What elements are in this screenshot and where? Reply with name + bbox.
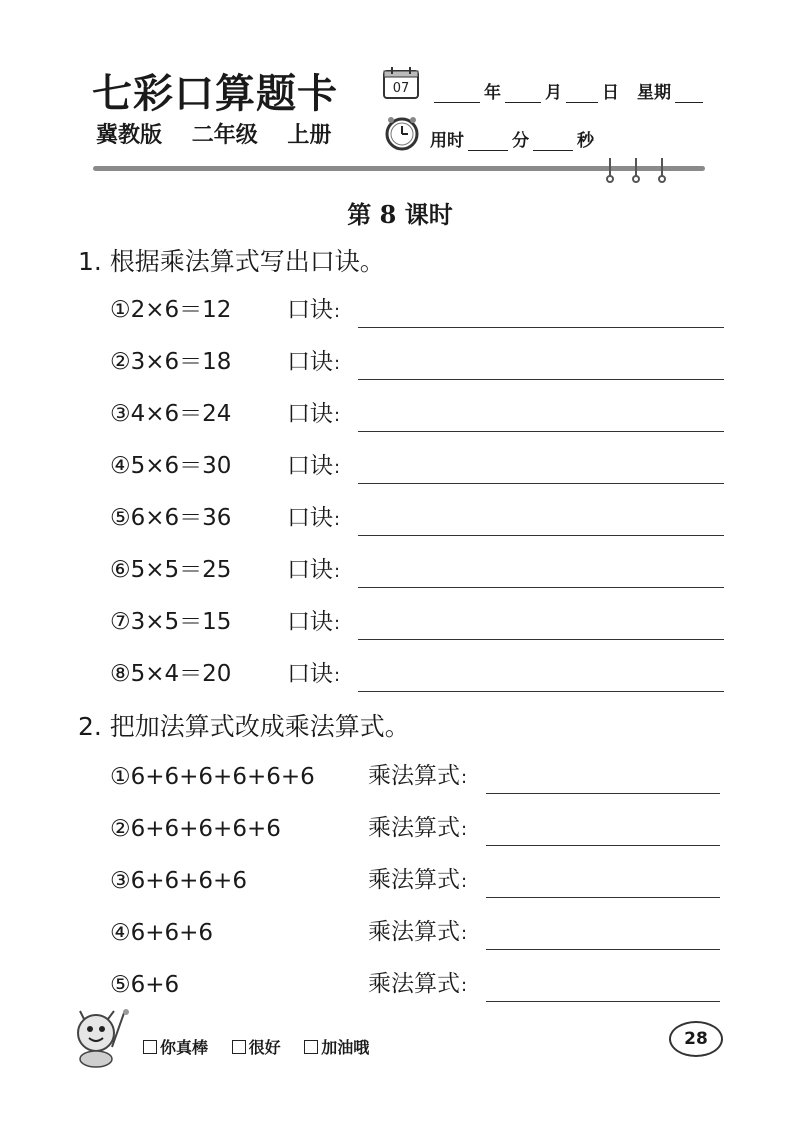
- s1-answer-label: 口诀:: [287, 609, 341, 635]
- s2-expression: ①6+6+6+6+6+6: [110, 764, 315, 790]
- s1-answer-label: 口诀:: [287, 349, 341, 375]
- s1-answer-label: 口诀:: [287, 297, 341, 323]
- s2-answer-line[interactable]: [486, 949, 720, 950]
- rating-option-good[interactable]: 很好: [232, 1035, 281, 1058]
- s1-row-7: [110, 604, 730, 640]
- month-blank[interactable]: [505, 84, 541, 103]
- day-label: 日: [602, 83, 619, 103]
- edition-info: [96, 118, 353, 149]
- s2-expression: ④6+6+6: [110, 920, 214, 946]
- mascot-icon: [68, 1007, 134, 1069]
- edition-grade: 二年级: [191, 123, 258, 148]
- edition-publisher: 冀教版: [96, 123, 163, 148]
- calendar-day: 07: [392, 81, 410, 96]
- day-blank[interactable]: [566, 84, 598, 103]
- s1-answer-line[interactable]: [358, 431, 724, 432]
- s2-answer-line[interactable]: [486, 897, 720, 898]
- s1-answer-label: 口诀:: [287, 557, 341, 583]
- s2-expression: ③6+6+6+6: [110, 868, 247, 894]
- s1-answer-line[interactable]: [358, 587, 724, 588]
- second-label: 秒: [577, 131, 594, 151]
- s2-answer-line[interactable]: [486, 793, 720, 794]
- s2-answer-line[interactable]: [486, 845, 720, 846]
- s1-row-5: [110, 500, 730, 536]
- s2-row-4: [110, 914, 730, 950]
- s1-expression: ⑤6×6＝36: [110, 505, 232, 531]
- s2-answer-label: 乘法算式:: [368, 919, 468, 945]
- s1-row-1: [110, 292, 730, 328]
- s1-answer-label: 口诀:: [287, 505, 341, 531]
- s1-expression: ④5×6＝30: [110, 453, 232, 479]
- clock-icon: [383, 114, 421, 152]
- section-2-title: 2. 把加法算式改成乘法算式。: [78, 712, 410, 741]
- s1-row-2: [110, 344, 730, 380]
- year-blank[interactable]: [434, 84, 480, 103]
- s2-answer-label: 乘法算式:: [368, 763, 468, 789]
- month-label: 月: [545, 83, 562, 103]
- s1-row-4: [110, 448, 730, 484]
- s2-answer-label: 乘法算式:: [368, 867, 468, 893]
- s1-expression: ②3×6＝18: [110, 349, 232, 375]
- self-rating-options: [143, 1035, 387, 1058]
- time-used-label: 用时: [430, 131, 464, 151]
- s1-answer-line[interactable]: [358, 691, 724, 692]
- rating-checkbox[interactable]: [232, 1040, 246, 1054]
- s1-expression: ③4×6＝24: [110, 401, 232, 427]
- s2-answer-label: 乘法算式:: [368, 971, 468, 997]
- lesson-title: 第 8 课时: [347, 200, 453, 229]
- weekday-label: 星期: [637, 83, 671, 103]
- edition-volume: 上册: [287, 123, 332, 148]
- brand-title: 七彩口算题卡: [92, 71, 338, 117]
- second-blank[interactable]: [533, 132, 573, 151]
- s1-row-3: [110, 396, 730, 432]
- s2-row-3: [110, 862, 730, 898]
- s2-row-1: [110, 758, 730, 794]
- s1-expression: ⑥5×5＝25: [110, 557, 232, 583]
- s1-answer-line[interactable]: [358, 379, 724, 380]
- rating-option-great[interactable]: 你真棒: [143, 1035, 208, 1058]
- rating-checkbox[interactable]: [143, 1040, 157, 1054]
- s1-expression: ⑧5×4＝20: [110, 661, 232, 687]
- time-fill-row: [430, 126, 594, 151]
- s2-expression: ⑤6+6: [110, 972, 180, 998]
- s2-expression: ②6+6+6+6+6: [110, 816, 281, 842]
- s1-expression: ①2×6＝12: [110, 297, 232, 323]
- s1-answer-label: 口诀:: [287, 401, 341, 427]
- s2-answer-line[interactable]: [486, 1001, 720, 1002]
- section-1-title: 1. 根据乘法算式写出口诀。: [78, 247, 385, 276]
- s2-row-5: [110, 966, 730, 1002]
- s1-answer-label: 口诀:: [287, 661, 341, 687]
- binder-rings-icon: [602, 156, 672, 184]
- s1-answer-line[interactable]: [358, 535, 724, 536]
- rating-option-keep-trying[interactable]: 加油哦: [304, 1035, 369, 1058]
- date-fill-row: [430, 78, 707, 103]
- s1-answer-line[interactable]: [358, 483, 724, 484]
- minute-label: 分: [512, 131, 529, 151]
- page-number: 28: [669, 1021, 723, 1057]
- s1-answer-line[interactable]: [358, 327, 724, 328]
- minute-blank[interactable]: [468, 132, 508, 151]
- year-label: 年: [484, 83, 501, 103]
- s1-row-8: [110, 656, 730, 692]
- weekday-blank[interactable]: [675, 84, 703, 103]
- s2-row-2: [110, 810, 730, 846]
- s1-expression: ⑦3×5＝15: [110, 609, 232, 635]
- calendar-icon: [383, 66, 419, 100]
- s1-row-6: [110, 552, 730, 588]
- s1-answer-line[interactable]: [358, 639, 724, 640]
- s1-answer-label: 口诀:: [287, 453, 341, 479]
- s2-answer-label: 乘法算式:: [368, 815, 468, 841]
- rating-checkbox[interactable]: [304, 1040, 318, 1054]
